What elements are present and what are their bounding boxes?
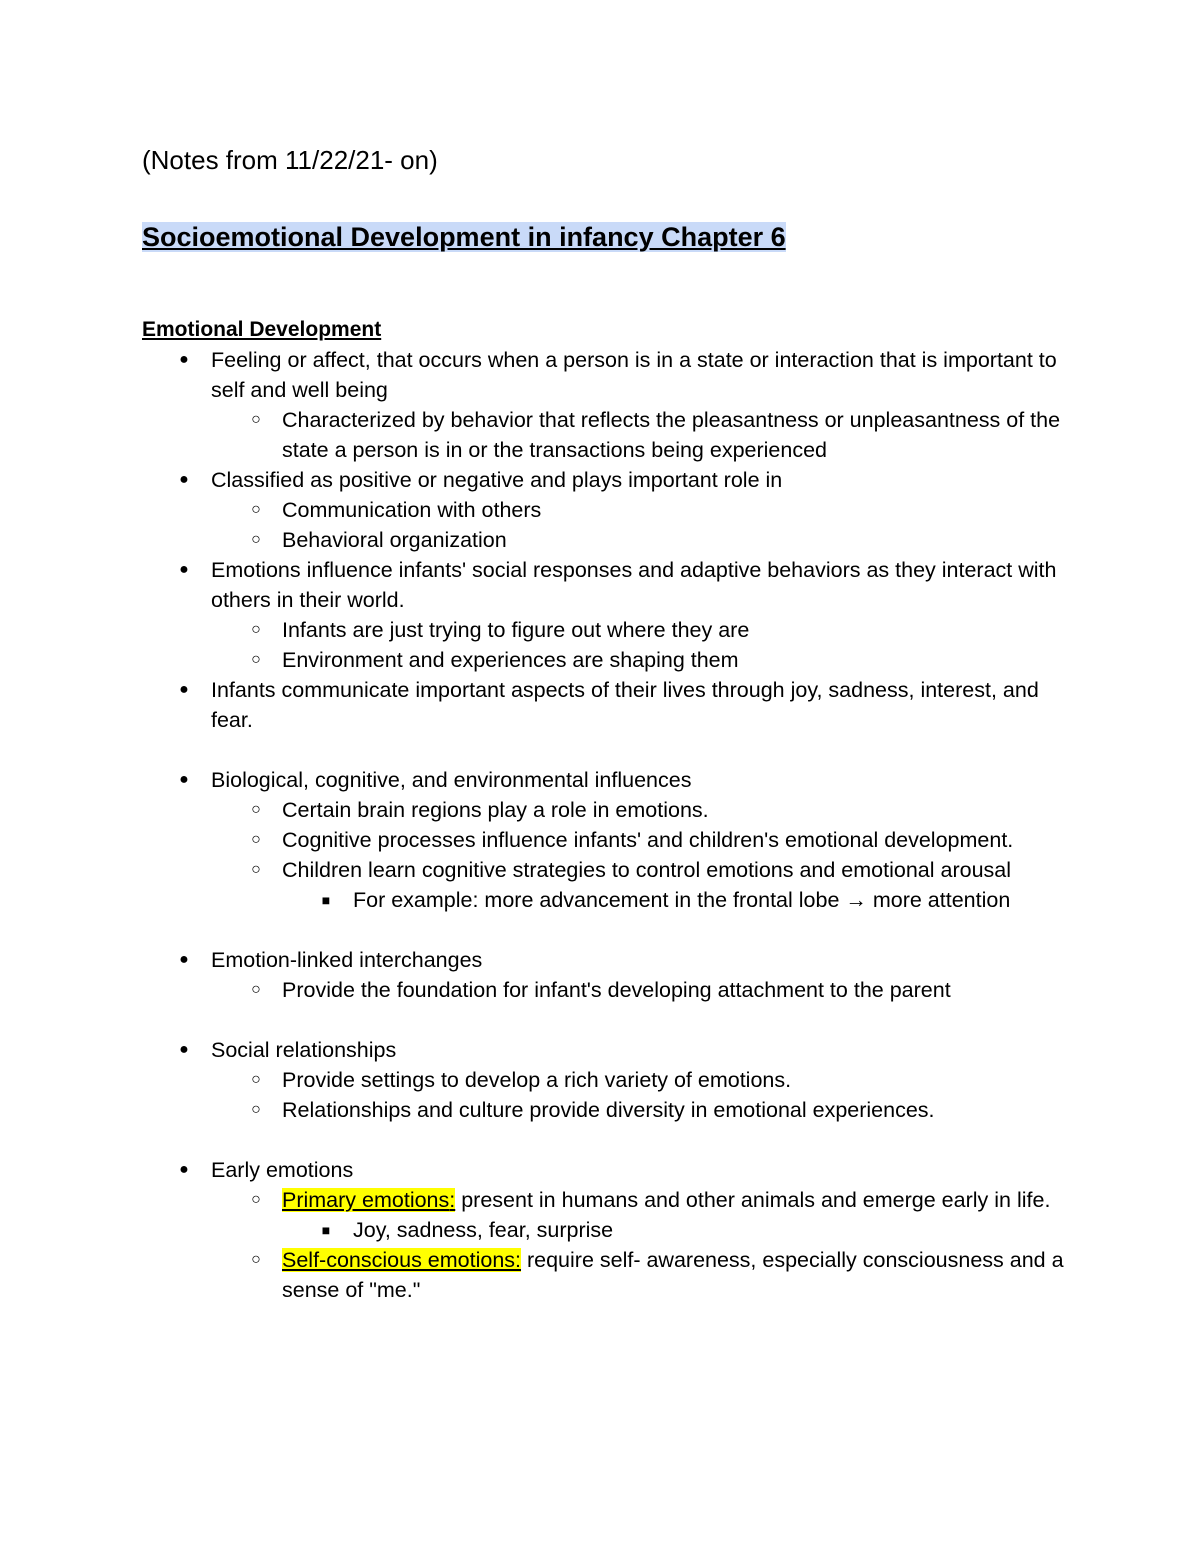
sub-list-item: [142, 1095, 1072, 1125]
sub-list-item-text: Environment and experiences are shaping them: [282, 648, 739, 672]
bullet-hollow-circle: ○: [251, 651, 261, 668]
bullet-filled-circle: ●: [179, 951, 189, 968]
bullet-filled-circle: ●: [179, 1161, 189, 1178]
sub-list-item-text: Infants are just trying to figure out where they are: [282, 618, 750, 642]
list-item-text: Feeling or affect, that occurs when a person is in a state or interaction that is important to self and well being: [211, 348, 1057, 402]
list-item-text: Emotions influence infants' social responses and adaptive behaviors as they interact with others in their world.: [211, 558, 1057, 612]
sub-sub-list-item-text: For example: more advancement in the frontal lobe → more attention: [353, 888, 1011, 912]
sub-list-item-text: Provide the foundation for infant's developing attachment to the parent: [282, 978, 951, 1002]
sub-list-item-text: Communication with others: [282, 498, 542, 522]
sub-list-item-text: Behavioral organization: [282, 528, 507, 552]
bullet-hollow-circle: ○: [251, 801, 261, 818]
bullet-hollow-circle: ○: [251, 621, 261, 638]
chapter-title-text: Socioemotional Development in infancy Chapter 6: [142, 222, 786, 252]
sub-sub-list-item: [142, 885, 1072, 915]
list-item-text: Emotion-linked interchanges: [211, 948, 483, 972]
sub-list-item: [142, 495, 1072, 525]
list-item: [142, 1155, 1072, 1185]
notes-list: [142, 345, 1072, 1305]
highlighted-term: Self-conscious emotions:: [282, 1248, 521, 1272]
sub-list-item: [142, 615, 1072, 645]
bullet-hollow-circle: ○: [251, 981, 261, 998]
bullet-hollow-circle: ○: [251, 501, 261, 518]
sub-list-item: [142, 1245, 1072, 1305]
notes-date-header: (Notes from 11/22/21- on): [142, 145, 438, 175]
sub-list-item: [142, 1185, 1072, 1215]
list-item-text: Early emotions: [211, 1158, 354, 1182]
bullet-hollow-circle: ○: [251, 1071, 261, 1088]
list-item: [142, 345, 1072, 405]
list-item: [142, 555, 1072, 615]
section-heading: Emotional Development: [142, 318, 382, 341]
sub-list-item-text: Relationships and culture provide diversity in emotional experiences.: [282, 1098, 935, 1122]
sub-list-item: [142, 645, 1072, 675]
sub-list-item-text: Children learn cognitive strategies to control emotions and emotional arousal: [282, 858, 1012, 882]
sub-list-item-text: Cognitive processes influence infants' and children's emotional development.: [282, 828, 1014, 852]
bullet-filled-circle: ●: [179, 561, 189, 578]
sub-list-item: [142, 795, 1072, 825]
sub-list-item: [142, 525, 1072, 555]
bullet-filled-circle: ●: [179, 471, 189, 488]
highlighted-colon: :: [449, 1188, 456, 1212]
bullet-filled-square: ■: [321, 892, 331, 908]
chapter-title: [142, 218, 786, 256]
sub-list-item: [142, 1065, 1072, 1095]
list-item-text: Classified as positive or negative and plays important role in: [211, 468, 783, 492]
bullet-hollow-circle: ○: [251, 1251, 261, 1268]
sub-list-item-text: Provide settings to develop a rich variety of emotions.: [282, 1068, 792, 1092]
list-item: [142, 465, 1072, 495]
bullet-hollow-circle: ○: [251, 1101, 261, 1118]
sub-list-item: [142, 405, 1072, 465]
sub-list-item: [142, 975, 1072, 1005]
bullet-hollow-circle: ○: [251, 831, 261, 848]
list-item: [142, 945, 1072, 975]
highlighted-term: Primary emotions: [282, 1188, 450, 1212]
bullet-filled-circle: ●: [179, 681, 189, 698]
list-item: [142, 675, 1072, 735]
bullet-filled-circle: ●: [179, 1041, 189, 1058]
sub-list-item-text: Characterized by behavior that reflects the pleasantness or unpleasantness of the state a person is in or the transactions being experienced: [282, 408, 1061, 462]
sub-list-item-text: Certain brain regions play a role in emotions.: [282, 798, 709, 822]
blank-line: [142, 735, 1072, 765]
term-definition: present in humans and other animals and emerge early in life.: [455, 1188, 1051, 1212]
bullet-filled-circle: ●: [179, 351, 189, 368]
bullet-hollow-circle: ○: [251, 411, 261, 428]
sub-list-item: [142, 855, 1072, 885]
bullet-hollow-circle: ○: [251, 861, 261, 878]
bullet-hollow-circle: ○: [251, 531, 261, 548]
bullet-filled-square: ■: [321, 1222, 331, 1238]
sub-list-item-text: [282, 1188, 1050, 1212]
bullet-hollow-circle: ○: [251, 1191, 261, 1208]
sub-sub-list-item: [142, 1215, 1072, 1245]
blank-line: [142, 1125, 1072, 1155]
list-item-text: Biological, cognitive, and environmental influences: [211, 768, 692, 792]
sub-sub-list-item-text: Joy, sadness, fear, surprise: [353, 1218, 614, 1242]
sub-list-item-text: [282, 1248, 1064, 1302]
list-item: [142, 765, 1072, 795]
blank-line: [142, 1005, 1072, 1035]
bullet-filled-circle: ●: [179, 771, 189, 788]
list-item-text: Social relationships: [211, 1038, 397, 1062]
list-item: [142, 1035, 1072, 1065]
term-definition: require self- awareness, especially consciousness and a sense of "me.": [282, 1248, 1064, 1302]
sub-list-item: [142, 825, 1072, 855]
list-item-text: Infants communicate important aspects of their lives through joy, sadness, interest, and fear.: [211, 678, 1039, 732]
blank-line: [142, 915, 1072, 945]
